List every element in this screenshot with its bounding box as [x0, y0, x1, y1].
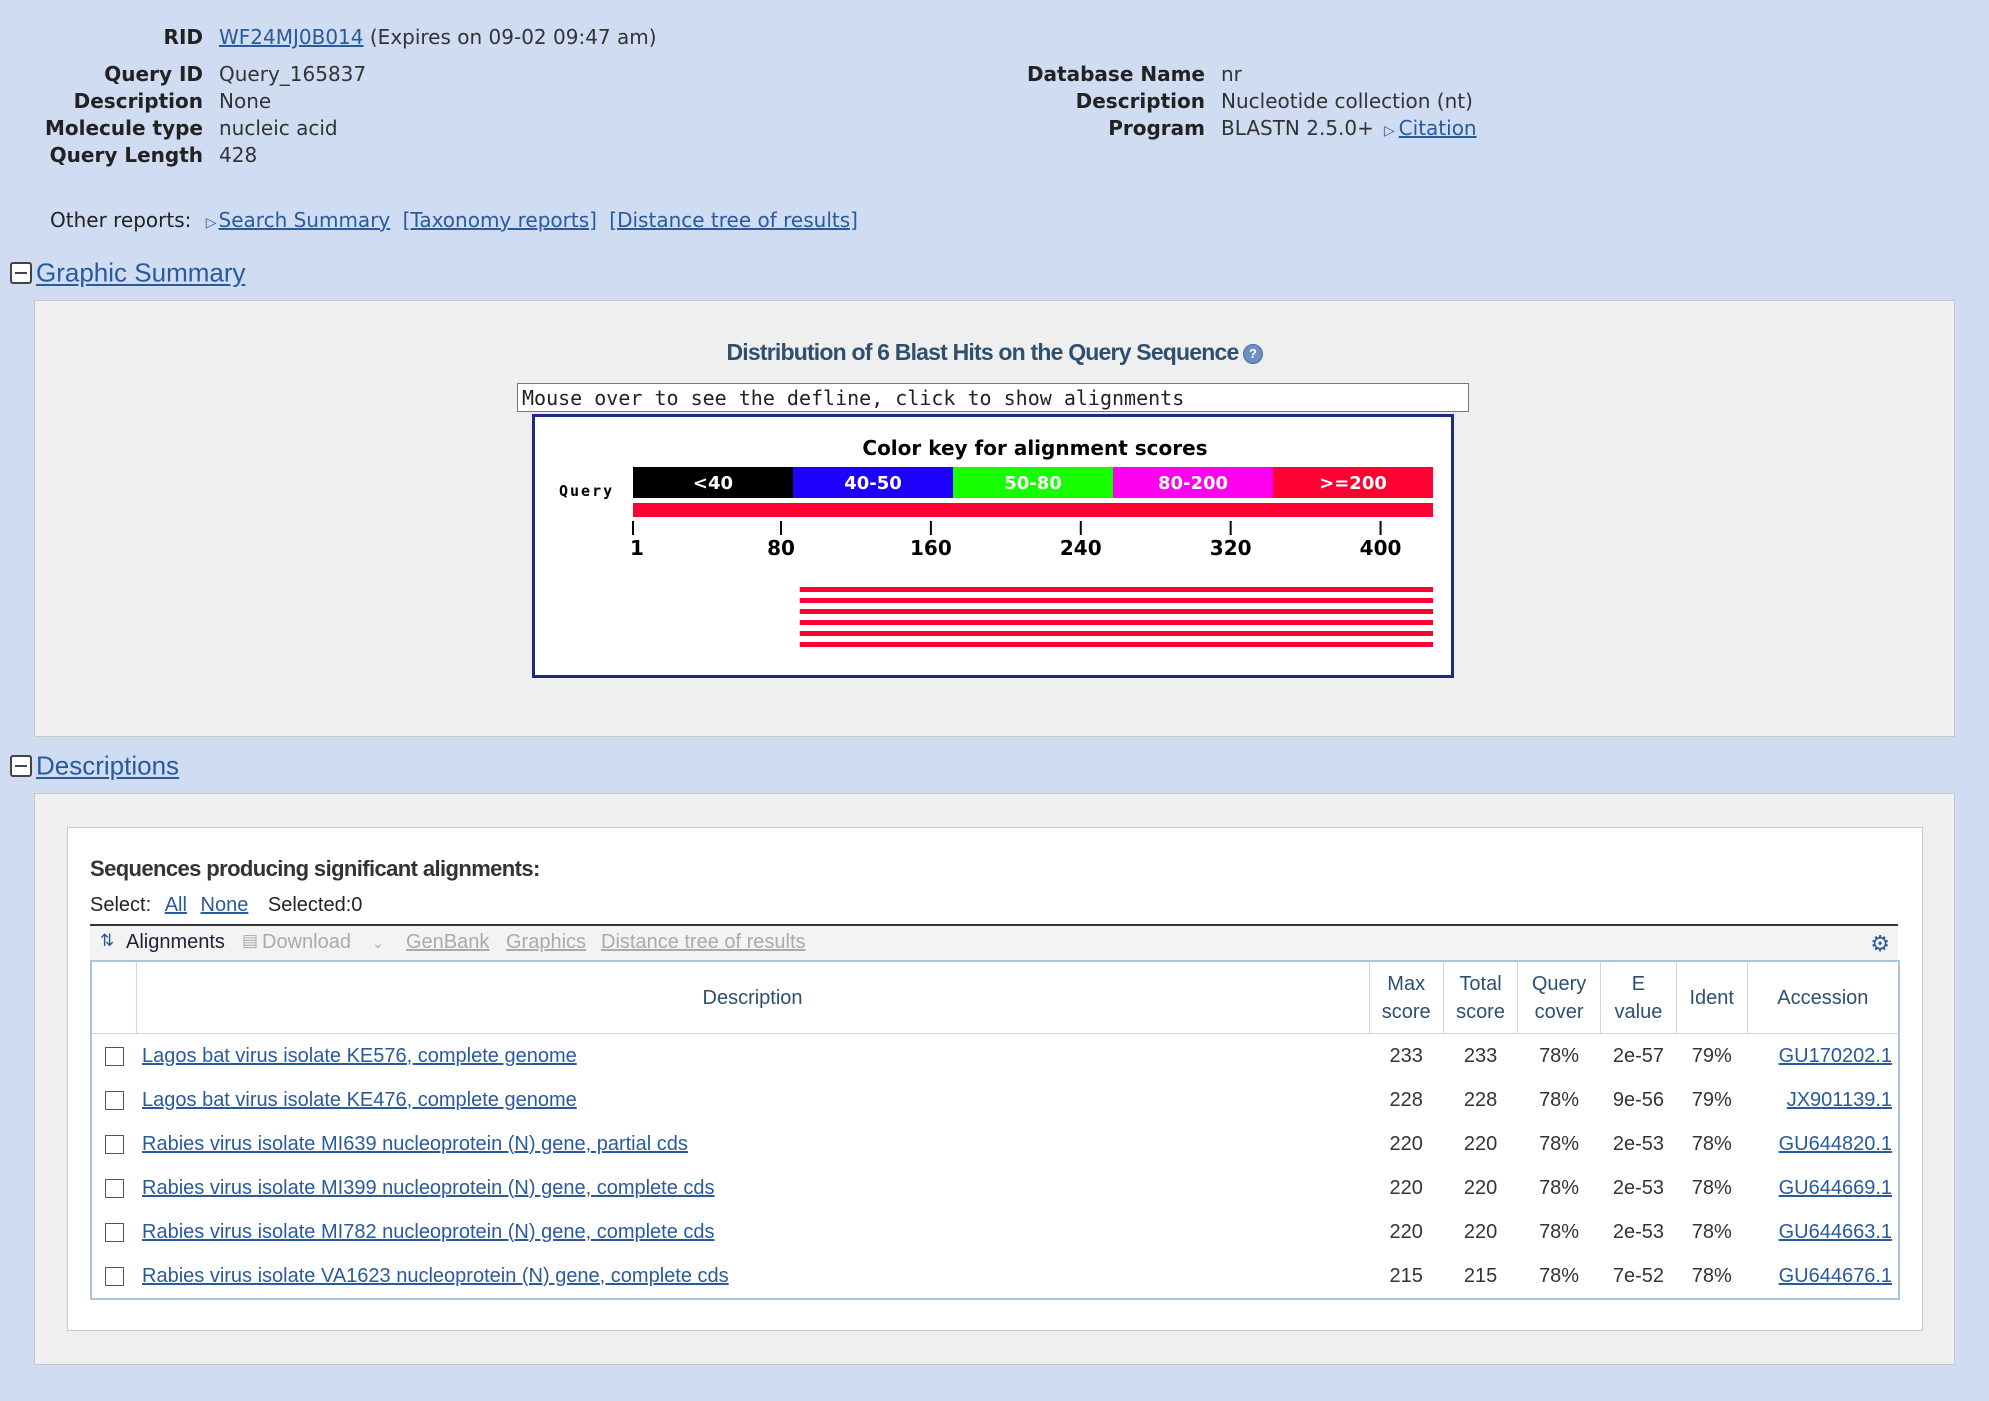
description-label: Description — [73, 89, 203, 113]
hit-bar[interactable] — [800, 609, 1433, 614]
row-ident: 78% — [1691, 1176, 1732, 1199]
color-key-label: 40-50 — [844, 473, 902, 494]
row-description-cell — [136, 1122, 1369, 1166]
triangle-right-icon: ▷ — [1383, 123, 1395, 139]
row-description-cell — [136, 1210, 1369, 1254]
row-query-cover: 78% — [1539, 1132, 1580, 1155]
program-value: BLASTN 2.5.0+ — [1221, 116, 1374, 140]
row-accession-link[interactable]: GU644663.1 — [1778, 1220, 1892, 1243]
row-total-score: 233 — [1463, 1044, 1498, 1067]
taxonomy-reports-link[interactable]: [Taxonomy reports] — [402, 208, 597, 232]
triangle-right-icon: ▷ — [205, 215, 217, 231]
descriptions-panel — [34, 793, 1955, 1365]
row-checkbox[interactable] — [105, 1223, 124, 1242]
rid-expiry: (Expires on 09-02 09:47 am) — [369, 25, 657, 49]
help-icon[interactable]: ? — [1243, 344, 1263, 364]
row-checkbox-cell — [91, 1254, 136, 1299]
table-row — [91, 1254, 1899, 1299]
row-e-value: 9e-56 — [1612, 1088, 1664, 1111]
table-row — [91, 1210, 1899, 1254]
axis-tick-label: 80 — [767, 536, 795, 560]
db-description-label: Description — [1075, 89, 1205, 113]
row-checkbox-cell — [91, 1078, 136, 1122]
axis-tick-label: 240 — [1059, 536, 1102, 560]
axis-tick-label: 160 — [910, 536, 952, 560]
row-description-link[interactable]: Lagos bat virus isolate KE476, complete genome — [142, 1088, 577, 1111]
disk-icon: ▤ — [242, 931, 259, 950]
program-label: Program — [1108, 116, 1205, 140]
hit-bar[interactable] — [800, 642, 1433, 647]
row-query-cover: 78% — [1539, 1264, 1580, 1287]
row-ident: 78% — [1691, 1132, 1732, 1155]
database-name-value: nr — [1221, 62, 1242, 86]
hit-bar[interactable] — [800, 620, 1433, 625]
column-ident[interactable]: Ident — [1676, 961, 1747, 1034]
graphic-summary-panel — [34, 300, 1955, 737]
hit-bar[interactable] — [800, 631, 1433, 636]
row-accession-cell — [1747, 1122, 1899, 1166]
descriptions-inner — [67, 827, 1923, 1331]
select-none-link[interactable]: None — [200, 894, 249, 916]
row-description-link[interactable]: Rabies virus isolate VA1623 nucleoprotein (N) gene, complete cds — [142, 1264, 729, 1287]
row-checkbox[interactable] — [105, 1091, 124, 1110]
alignment-graphic[interactable] — [532, 414, 1454, 678]
column-total-score[interactable]: Total score — [1443, 961, 1517, 1034]
row-e-value: 7e-52 — [1612, 1264, 1664, 1287]
row-ident: 78% — [1691, 1220, 1732, 1243]
axis-ticks — [630, 521, 1401, 560]
query-length-value: 428 — [219, 143, 258, 167]
color-key-label: 80-200 — [1157, 473, 1229, 494]
distance-tree-link[interactable]: [Distance tree of results] — [609, 208, 858, 232]
query-id-row — [0, 61, 657, 88]
row-description-link[interactable]: Rabies virus isolate MI399 nucleoprotein (N) gene, complete cds — [142, 1176, 715, 1199]
row-accession-cell — [1747, 1166, 1899, 1210]
row-checkbox[interactable] — [105, 1179, 124, 1198]
search-summary-link[interactable]: Search Summary — [218, 208, 391, 232]
row-checkbox[interactable] — [105, 1047, 124, 1066]
row-ident: 78% — [1691, 1264, 1732, 1287]
row-total-score: 215 — [1463, 1264, 1498, 1287]
graphic-summary-header — [10, 256, 246, 289]
graphic-summary-link[interactable]: Graphic Summary — [36, 257, 246, 288]
row-description-cell — [136, 1166, 1369, 1210]
row-total-score: 220 — [1463, 1220, 1498, 1243]
row-accession-link[interactable]: GU644820.1 — [1778, 1132, 1892, 1155]
color-key-title: Color key for alignment scores — [862, 436, 1208, 460]
gear-icon[interactable]: ⚙ — [1870, 931, 1890, 956]
column-query-cover[interactable]: Query cover — [1518, 961, 1601, 1034]
checkbox-column-header — [91, 961, 136, 1034]
query-bar — [633, 503, 1433, 517]
row-total-score: 228 — [1463, 1088, 1498, 1111]
axis-tick-label: 1 — [630, 536, 644, 560]
molecule-type-row — [0, 115, 657, 142]
row-max-score: 215 — [1389, 1264, 1423, 1287]
row-description-link[interactable]: Rabies virus isolate MI639 nucleoprotein (N) gene, partial cds — [142, 1132, 688, 1155]
rid-link[interactable]: WF24MJ0B014 — [219, 25, 364, 49]
color-key — [633, 467, 1433, 498]
query-id-label: Query ID — [104, 62, 203, 86]
query-label: Query — [559, 482, 615, 500]
column-description[interactable]: Description — [136, 961, 1369, 1034]
row-accession-link[interactable]: GU644669.1 — [1778, 1176, 1892, 1199]
query-length-label: Query Length — [49, 143, 203, 167]
descriptions-header — [10, 749, 179, 782]
selected-count: Selected:0 — [267, 894, 363, 916]
row-total-score: 220 — [1463, 1176, 1498, 1199]
row-query-cover: 78% — [1539, 1176, 1580, 1199]
row-checkbox-cell — [91, 1122, 136, 1166]
row-ident: 79% — [1691, 1088, 1732, 1111]
rid-row — [0, 24, 657, 51]
db-description-row — [1000, 88, 1477, 115]
axis-tick-label: 320 — [1209, 536, 1252, 560]
descriptions-link[interactable]: Descriptions — [36, 750, 180, 781]
row-checkbox[interactable] — [105, 1135, 124, 1154]
row-e-value: 2e-53 — [1612, 1132, 1664, 1155]
column-max-score[interactable]: Max score — [1369, 961, 1443, 1034]
select-label: Select: — [90, 894, 152, 916]
row-accession-cell — [1747, 1254, 1899, 1299]
distance-tree-button[interactable]: Distance tree of results — [601, 931, 806, 953]
row-checkbox-cell — [91, 1210, 136, 1254]
download-button[interactable]: Download — [262, 931, 351, 953]
results-toolbar — [90, 924, 1898, 960]
description-row — [0, 88, 657, 115]
table-row — [91, 1078, 1899, 1122]
query-id-value: Query_165837 — [219, 62, 367, 86]
row-checkbox[interactable] — [105, 1267, 124, 1286]
row-ident: 79% — [1691, 1044, 1732, 1067]
row-e-value: 2e-57 — [1612, 1044, 1664, 1067]
axis-tick-label: 400 — [1359, 536, 1402, 560]
row-description-cell — [136, 1034, 1369, 1079]
description-value: None — [219, 89, 272, 113]
molecule-type-label: Molecule type — [44, 116, 203, 140]
row-checkbox-cell — [91, 1166, 136, 1210]
row-description-cell — [136, 1254, 1369, 1299]
color-key-label: <40 — [692, 473, 734, 494]
other-reports-label: Other reports: — [50, 208, 192, 232]
section-title: Sequences producing significant alignments: — [90, 856, 540, 881]
molecule-type-value: nucleic acid — [219, 116, 338, 140]
graphic-title-text: Distribution of 6 Blast Hits on the Query Sequence — [726, 339, 1239, 365]
chevron-down-icon: ⌄ — [372, 935, 384, 951]
db-description-value: Nucleotide collection (nt) — [1221, 89, 1473, 113]
alignments-button[interactable]: Alignments — [126, 931, 225, 953]
rid-label: RID — [163, 25, 203, 49]
database-name-row — [1000, 61, 1477, 88]
database-name-label: Database Name — [1026, 62, 1205, 86]
citation-link[interactable]: Citation — [1398, 116, 1477, 140]
row-checkbox-cell — [91, 1034, 136, 1079]
graphics-button[interactable]: Graphics — [506, 931, 587, 953]
database-info — [1000, 61, 1477, 142]
row-accession-link[interactable]: GU170202.1 — [1778, 1044, 1892, 1067]
alignment-graphic-svg — [535, 417, 1451, 675]
row-e-value: 2e-53 — [1612, 1220, 1664, 1243]
table-row — [91, 1034, 1899, 1079]
row-accession-cell — [1747, 1034, 1899, 1079]
sort-icon: ⇅ — [100, 931, 115, 950]
row-max-score: 220 — [1389, 1220, 1423, 1243]
hit-bar[interactable] — [800, 587, 1433, 592]
color-key-label: 50-80 — [1004, 473, 1062, 494]
table-row — [91, 1166, 1899, 1210]
collapse-icon[interactable] — [10, 262, 32, 284]
table-header-row — [91, 961, 1899, 1034]
row-max-score: 233 — [1389, 1044, 1423, 1067]
row-e-value: 2e-53 — [1612, 1176, 1664, 1199]
table-row — [91, 1122, 1899, 1166]
row-description-cell — [136, 1078, 1369, 1122]
row-query-cover: 78% — [1539, 1220, 1580, 1243]
hit-bar[interactable] — [800, 598, 1433, 603]
row-query-cover: 78% — [1539, 1088, 1580, 1111]
row-total-score: 220 — [1463, 1132, 1498, 1155]
select-all-link[interactable]: All — [164, 894, 187, 916]
row-accession-cell — [1747, 1210, 1899, 1254]
row-description-link[interactable]: Rabies virus isolate MI782 nucleoprotein (N) gene, complete cds — [142, 1220, 715, 1243]
graphic-summary-title — [35, 339, 1954, 366]
column-e-value[interactable]: E value — [1601, 961, 1677, 1034]
row-accession-cell — [1747, 1078, 1899, 1122]
row-query-cover: 78% — [1539, 1044, 1580, 1067]
row-description-link[interactable]: Lagos bat virus isolate KE576, complete genome — [142, 1044, 577, 1067]
color-key-label: >=200 — [1319, 473, 1387, 494]
column-accession[interactable]: Accession — [1747, 961, 1899, 1034]
row-accession-link[interactable]: JX901139.1 — [1786, 1088, 1892, 1111]
program-row — [1000, 115, 1477, 142]
other-reports — [50, 206, 858, 237]
row-max-score: 220 — [1389, 1132, 1423, 1155]
query-info — [0, 24, 657, 169]
hit-bars[interactable] — [800, 587, 1433, 647]
row-max-score: 228 — [1389, 1088, 1423, 1111]
genbank-button[interactable]: GenBank — [406, 931, 490, 953]
defline-box: Mouse over to see the defline, click to show alignments — [517, 383, 1469, 412]
query-length-row — [0, 142, 657, 169]
row-max-score: 220 — [1389, 1176, 1423, 1199]
row-accession-link[interactable]: GU644676.1 — [1778, 1264, 1892, 1287]
select-bar — [90, 894, 362, 917]
results-table — [90, 960, 1900, 1300]
collapse-icon[interactable] — [10, 755, 32, 777]
